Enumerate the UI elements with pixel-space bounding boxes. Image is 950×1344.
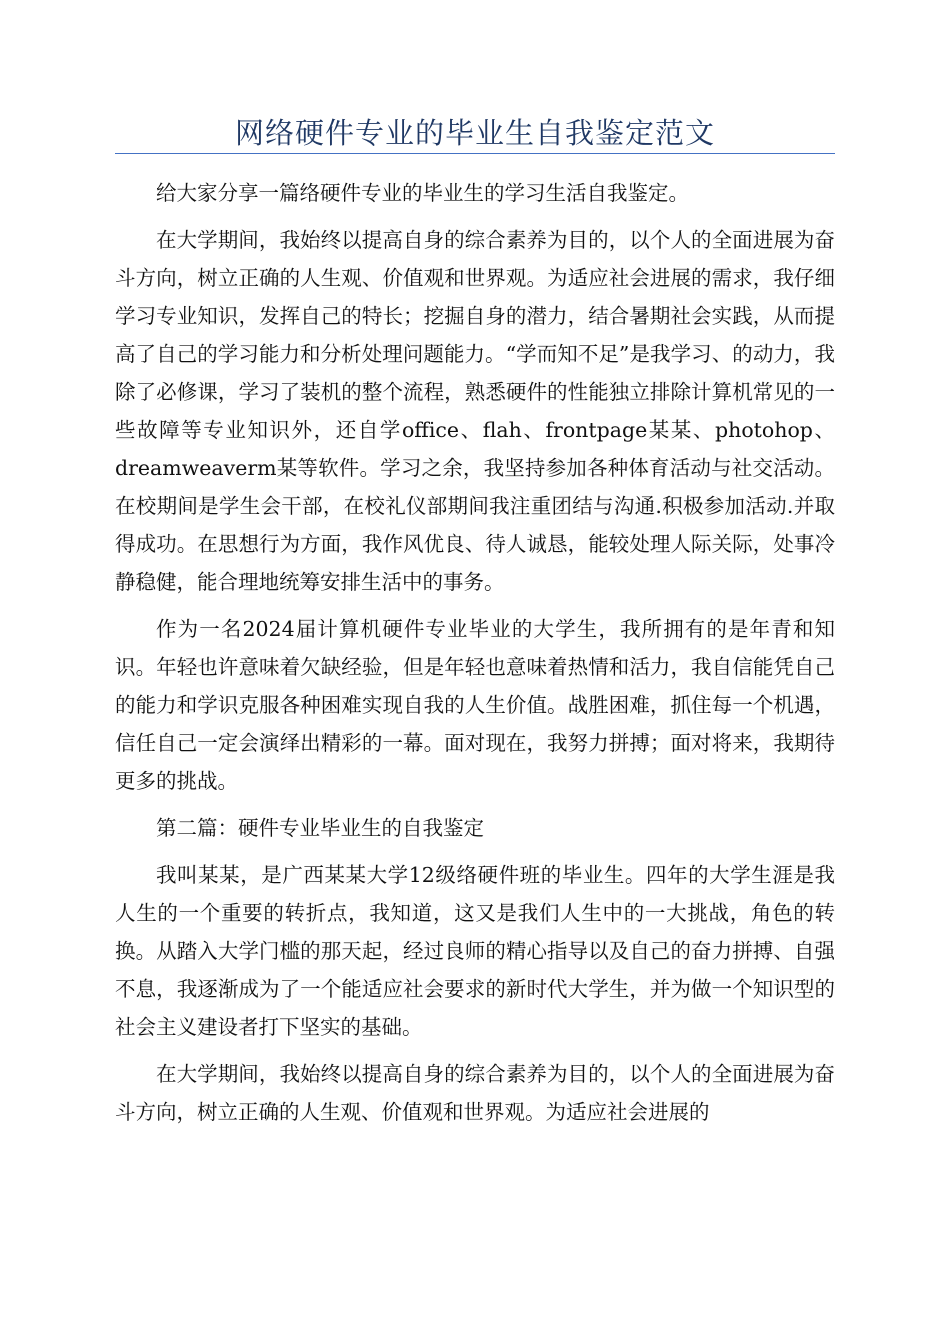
paragraph-self-introduction: 我叫某某，是广西某某大学12级络硬件班的毕业生。四年的大学生涯是我人生的一个重要的转折点，我知道，这又是我们人生中的一大挑战，角色的转换。从踏入大学门槛的那天起，经过良师的精心指导以及自己的奋力拼搏、自强不息，我逐渐成为了一个能适应社会要求的新时代大学生，并为做一个知识型的社会主义建设者打下坚实的基础。 — [115, 863, 835, 1039]
section-heading-second: 第二篇：硬件专业毕业生的自我鉴定 — [156, 816, 484, 840]
paragraph-intro: 给大家分享一篇络硬件专业的毕业生的学习生活自我鉴定。 — [156, 181, 689, 205]
title-underline — [115, 153, 835, 154]
document-body — [115, 174, 835, 1140]
document-title: 网络硬件专业的毕业生自我鉴定范文 — [234, 116, 715, 150]
paragraph-university-period: 在大学期间，我始终以提高自身的综合素养为目的，以个人的全面进展为奋斗方向，树立正确的人生观、价值观和世界观。为适应社会进展的需求，我仔细学习专业知识，发挥自己的特长；挖掘自身的潜力，结合暑期社会实践，从而提高了自己的学习能力和分析处理问题能力。“学而知不足”是我学习、的动力，我除了必修课，学习了装机的整个流程，熟悉硬件的性能独立排除计算机常见的一些故障等专业知识外，还自学office、flah、frontpage某某、photohop、dreamweaverm某等软件。学习之余，我坚持参加各种体育活动与社交活动。在校期间是学生会干部，在校礼仪部期间我注重团结与沟通.积极参加活动.并取得成功。在思想行为方面，我作风优良、待人诚恳，能较处理人际关际，处事冷静稳健，能合理地统筹安排生活中的事务。 — [115, 228, 835, 594]
paragraph-university-period-repeat: 在大学期间，我始终以提高自身的综合素养为目的，以个人的全面进展为奋斗方向，树立正确的人生观、价值观和世界观。为适应社会进展的 — [115, 1062, 835, 1124]
paragraph-graduate-2024: 作为一名2024届计算机硬件专业毕业的大学生，我所拥有的是年青和知识。年轻也许意味着欠缺经验，但是年轻也意味着热情和活力，我自信能凭自己的能力和学识克服各种困难实现自我的人生价值。战胜困难，抓住每一个机遇，信任自己一定会演绎出精彩的一幕。面对现在，我努力拼搏；面对将来，我期待更多的挑战。 — [115, 617, 835, 793]
